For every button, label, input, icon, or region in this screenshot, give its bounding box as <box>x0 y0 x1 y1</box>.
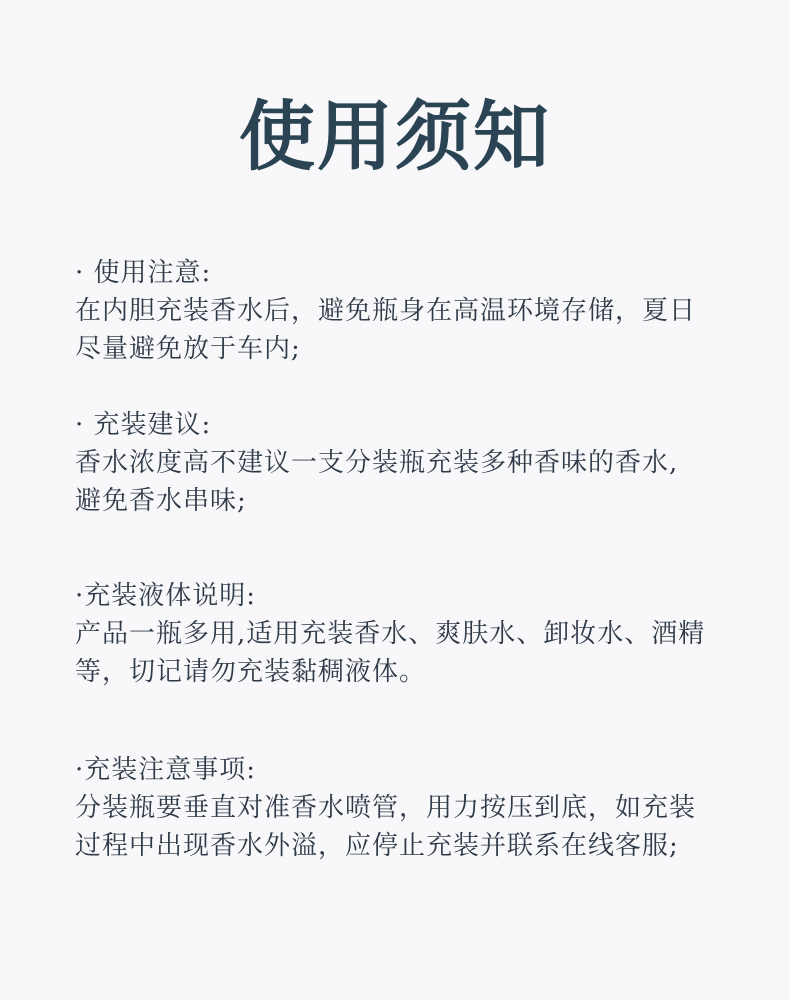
section-line: 香水浓度高不建议一支分装瓶充装多种香味的香水, <box>75 448 679 478</box>
section-fill-precautions <box>75 751 755 865</box>
section-line: 等，切记请勿充装黏稠液体。 <box>75 657 427 687</box>
section-line: 过程中出现香水外溢，应停止充装并联系在线客服; <box>75 831 679 861</box>
section-line: 在内胆充装香水后，避免瓶身在高温环境存储，夏日 <box>75 296 697 326</box>
section-body <box>75 789 755 865</box>
section-heading: · 充装建议: <box>75 410 212 440</box>
section-line: 产品一瓶多用,适用充装香水、爽肤水、卸妆水、酒精 <box>75 619 706 649</box>
section-heading: · 使用注意: <box>75 258 212 288</box>
section-heading: ·充装液体说明: <box>75 581 257 611</box>
section-fill-advice <box>75 406 755 520</box>
section-body <box>75 444 755 520</box>
section-liquid-description <box>75 577 755 691</box>
section-line: 避免香水串味; <box>75 486 247 516</box>
section-usage-notes <box>75 254 755 368</box>
section-line: 尽量避免放于车内; <box>75 334 301 364</box>
section-body <box>75 615 755 691</box>
section-heading: ·充装注意事项: <box>75 755 257 785</box>
page-title: 使用须知 <box>239 92 551 181</box>
section-body <box>75 292 755 368</box>
section-line: 分装瓶要垂直对准香水喷管，用力按压到底，如充装 <box>75 793 697 823</box>
